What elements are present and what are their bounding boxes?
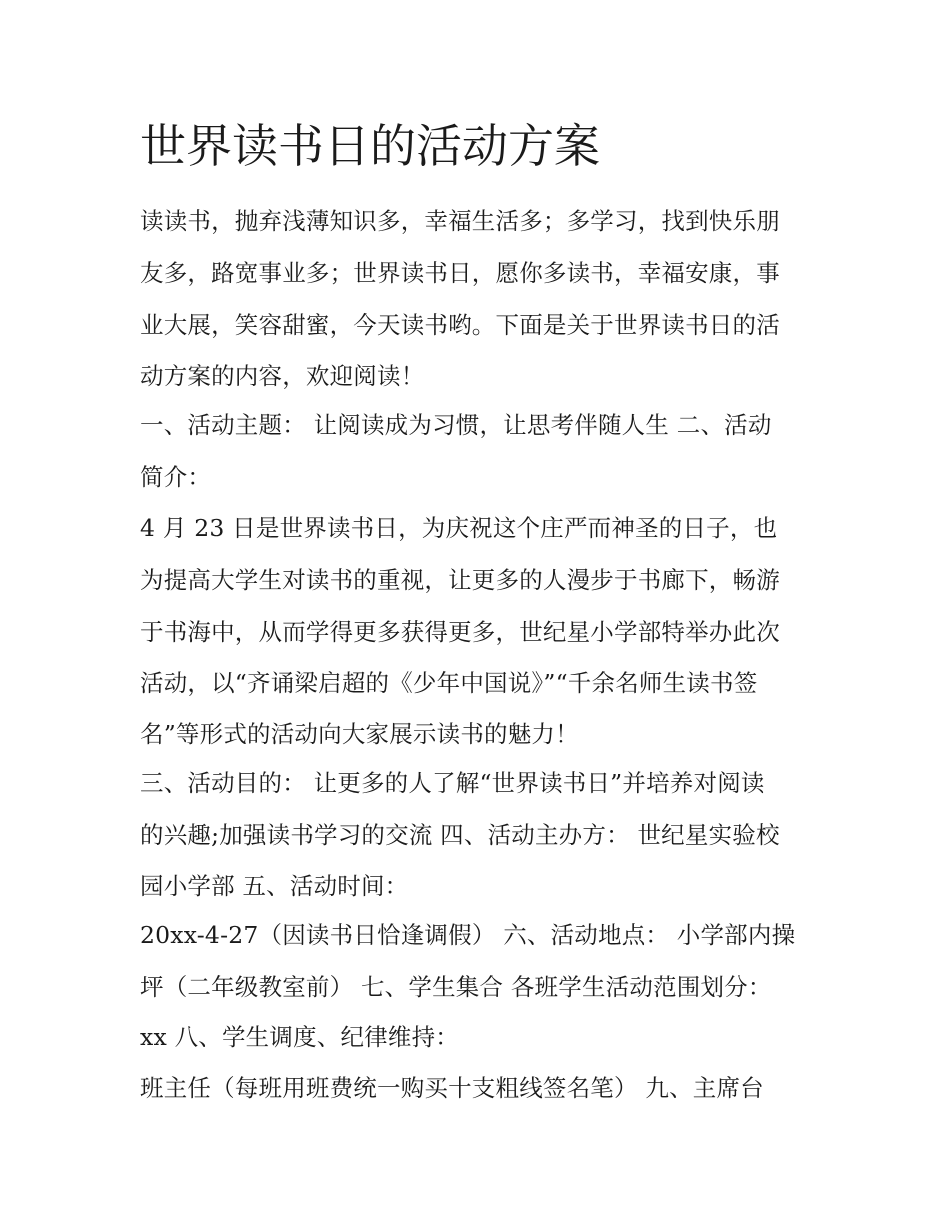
paragraph-line: 为提高大学生对读书的重视，让更多的人漫步于书廊下，畅游 — [140, 566, 780, 594]
paragraph-line: 园小学部 五、活动时间： — [140, 872, 409, 900]
paragraph-line: 读读书，抛弃浅薄知识多，幸福生活多；多学习，找到快乐朋 — [140, 207, 780, 235]
paragraph-line: 友多，路宽事业多；世界读书日，愿你多读书，幸福安康，事 — [140, 259, 780, 287]
paragraph-line: 4 月 23 日是世界读书日，为庆祝这个庄严而神圣的日子，也 — [140, 514, 778, 542]
paragraph-line: 班主任（每班用班费统一购买十支粗线签名笔） 九、主席台 — [140, 1074, 764, 1102]
paragraph-line: 坪（二年级教室前） 七、学生集合 各班学生活动范围划分： — [140, 973, 772, 1001]
paragraph-line: xx 八、学生调度、纪律维持： — [140, 1023, 459, 1051]
paragraph-line: 简介： — [140, 463, 212, 491]
paragraph-line: 20xx-4-27（因读书日恰逢调假） 六、活动地点： 小学部内操 — [140, 921, 796, 949]
document-title: 世界读书日的活动方案 — [140, 119, 600, 173]
paragraph-line: 一、活动主题： 让阅读成为习惯，让思考伴随人生 二、活动 — [140, 411, 772, 439]
paragraph-line: 动方案的内容，欢迎阅读！ — [140, 362, 425, 390]
paragraph-line: 名”等形式的活动向大家展示读书的魅力！ — [140, 720, 579, 748]
paragraph-line: 三、活动目的： 让更多的人了解“世界读书日”并培养对阅读 — [140, 769, 765, 797]
paragraph-line: 业大展，笑容甜蜜，今天读书哟。下面是关于世界读书日的活 — [140, 311, 780, 339]
paragraph-line: 于书海中，从而学得更多获得更多，世纪星小学部特举办此次 — [140, 618, 780, 646]
paragraph-line: 的兴趣;加强读书学习的交流 四、活动主办方： 世纪星实验校 — [140, 821, 780, 849]
paragraph-line: 活动，以“齐诵梁启超的《少年中国说》”“千余名师生读书签 — [140, 669, 758, 697]
